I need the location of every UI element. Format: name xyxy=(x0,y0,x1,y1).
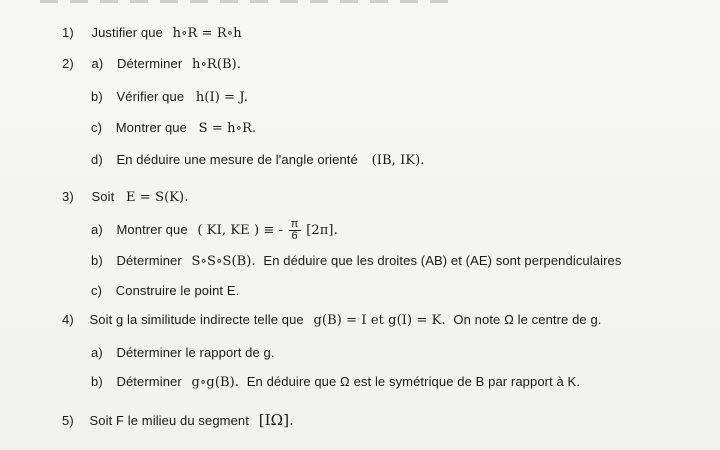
math-expression: g(B) = I et g(I) = K. xyxy=(313,313,446,328)
sub-question-letter: c) xyxy=(91,283,103,298)
math-expression: h∘R = R∘h xyxy=(172,26,242,41)
question-1 xyxy=(62,25,242,41)
question-text: Justifier que xyxy=(91,25,163,40)
question-2c xyxy=(91,120,256,136)
question-3a xyxy=(91,219,338,242)
sub-question-letter: b) xyxy=(91,253,103,268)
question-text: Déterminer le rapport de g. xyxy=(116,345,275,360)
question-2b xyxy=(91,89,248,105)
math-expression: g∘g(B). xyxy=(191,375,240,390)
question-text: Soit F le milieu du segment xyxy=(89,413,249,428)
question-2d xyxy=(91,152,425,168)
sub-question-letter: d) xyxy=(91,152,103,167)
sub-question-letter: c) xyxy=(91,120,103,135)
question-text: Soit xyxy=(91,189,115,204)
question-text-continued: On note Ω le centre de g. xyxy=(453,312,602,327)
question-text: Soit g la similitude indirecte telle que xyxy=(89,312,304,327)
modulo-expression: [2π]. xyxy=(306,222,338,238)
question-2a xyxy=(62,56,241,72)
cropped-top-line xyxy=(40,0,460,3)
sub-question-letter: a) xyxy=(91,56,104,71)
question-3 xyxy=(62,189,188,205)
math-expression: h(I) = J. xyxy=(195,90,248,105)
question-number: 4) xyxy=(62,312,74,327)
question-text: Vérifier que xyxy=(116,89,185,104)
math-expression: h∘R(B). xyxy=(191,57,242,72)
math-expression: S∘S∘S(B). xyxy=(191,254,256,269)
sub-question-letter: b) xyxy=(91,89,103,104)
question-number: 2) xyxy=(62,56,74,71)
math-expression: S = h∘R. xyxy=(198,121,257,136)
fraction-numerator: π xyxy=(290,218,299,230)
question-3c xyxy=(91,283,239,298)
question-4 xyxy=(62,312,602,328)
question-text: Déterminer xyxy=(116,56,183,71)
angle-expression: ( KI, KE ) ≡ - xyxy=(197,222,284,238)
sub-question-letter: a) xyxy=(91,345,103,360)
question-4b xyxy=(91,374,580,390)
question-text: Montrer que xyxy=(116,221,188,237)
fraction-denominator: 6 xyxy=(291,230,298,242)
question-text-continued: En déduire que les droites (AB) et (AE) sont perpendiculaires xyxy=(263,253,622,268)
question-text: Déterminer xyxy=(116,374,182,389)
question-text: Déterminer xyxy=(116,253,182,268)
question-text: En déduire une mesure de l'angle orienté xyxy=(116,152,358,167)
sub-question-letter: b) xyxy=(91,374,103,389)
question-text: Construire le point E. xyxy=(115,283,240,298)
sub-question-letter: a) xyxy=(91,221,103,237)
question-4a xyxy=(91,345,275,360)
question-3b xyxy=(91,253,621,269)
question-number: 3) xyxy=(62,189,74,204)
question-text-continued: En déduire que Ω est le symétrique de B par rapport à K. xyxy=(246,374,581,389)
fraction xyxy=(289,219,301,242)
question-number: 1) xyxy=(62,25,74,40)
question-number: 5) xyxy=(62,413,74,428)
question-text: Montrer que xyxy=(115,120,187,135)
math-expression: [IΩ]. xyxy=(258,411,295,429)
math-expression: E = S(K). xyxy=(126,190,189,205)
math-expression: (IB, IK). xyxy=(371,153,425,168)
question-5 xyxy=(62,411,294,429)
